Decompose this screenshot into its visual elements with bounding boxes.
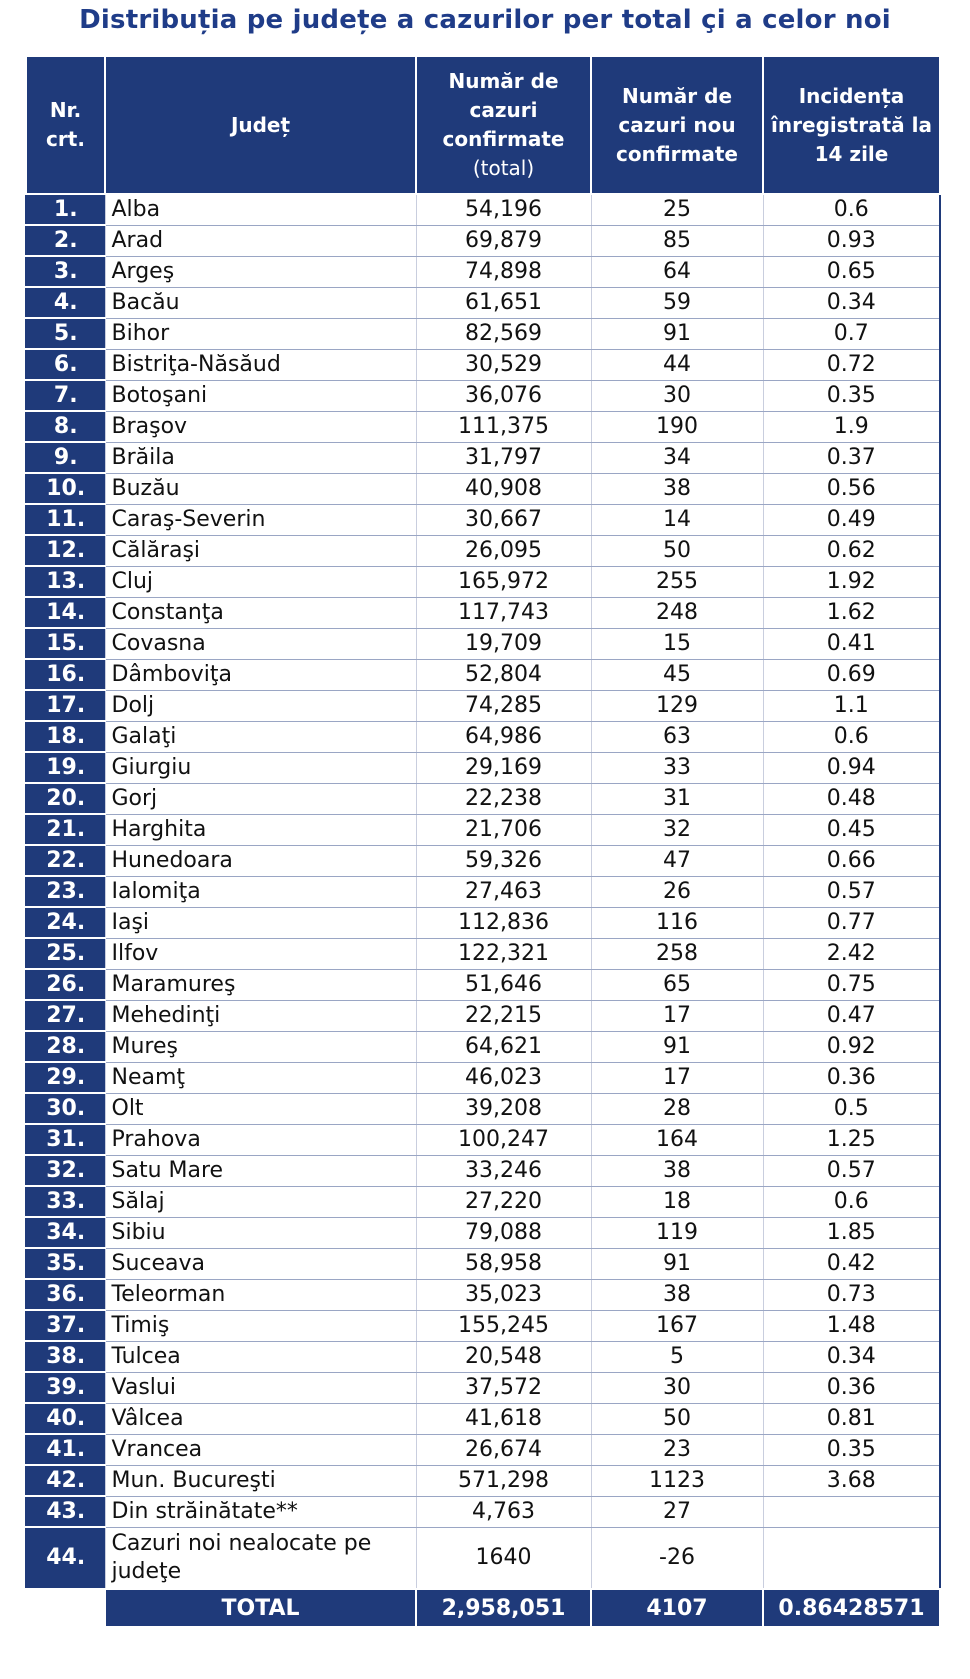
new-cases: 30 [591, 1372, 763, 1403]
total-row [26, 1589, 940, 1627]
table-row [26, 380, 940, 411]
incidence-value: 0.36 [763, 1062, 940, 1093]
total-cases: 33,246 [416, 1155, 591, 1186]
table-row [26, 1031, 940, 1062]
new-cases: 167 [591, 1310, 763, 1341]
county-name: Neamţ [105, 1062, 416, 1093]
new-cases: 15 [591, 628, 763, 659]
row-number: 43. [26, 1496, 105, 1527]
new-cases: 63 [591, 721, 763, 752]
new-cases: 85 [591, 225, 763, 256]
table-row [26, 752, 940, 783]
table-row [26, 225, 940, 256]
table-row [26, 1217, 940, 1248]
row-number: 19. [26, 752, 105, 783]
total-cases: 22,238 [416, 783, 591, 814]
new-cases: 190 [591, 411, 763, 442]
table-row [26, 876, 940, 907]
county-name: Sălaj [105, 1186, 416, 1217]
new-cases: 116 [591, 907, 763, 938]
incidence-value [763, 1496, 940, 1527]
row-number: 15. [26, 628, 105, 659]
row-number: 21. [26, 814, 105, 845]
table-row [26, 1124, 940, 1155]
row-number: 11. [26, 504, 105, 535]
total-new-sum: 4107 [591, 1589, 763, 1627]
table-row [26, 1465, 940, 1496]
row-number: 26. [26, 969, 105, 1000]
new-cases: 27 [591, 1496, 763, 1527]
incidence-value: 0.35 [763, 380, 940, 411]
row-number: 29. [26, 1062, 105, 1093]
row-number: 38. [26, 1341, 105, 1372]
county-name: Mureş [105, 1031, 416, 1062]
table-header [26, 56, 940, 194]
table-row [26, 1093, 940, 1124]
table-body [26, 194, 940, 1589]
new-cases: 255 [591, 566, 763, 597]
table-row [26, 907, 940, 938]
new-cases: 64 [591, 256, 763, 287]
new-cases: 31 [591, 783, 763, 814]
table-row [26, 1279, 940, 1310]
county-name: Buzău [105, 473, 416, 504]
row-number: 18. [26, 721, 105, 752]
total-cases: 36,076 [416, 380, 591, 411]
total-cases: 52,804 [416, 659, 591, 690]
incidence-value: 0.77 [763, 907, 940, 938]
total-cases: 29,169 [416, 752, 591, 783]
row-number: 2. [26, 225, 105, 256]
county-name: Bihor [105, 318, 416, 349]
new-cases: 50 [591, 1403, 763, 1434]
incidence-value: 0.66 [763, 845, 940, 876]
total-cases: 30,529 [416, 349, 591, 380]
total-cases: 74,285 [416, 690, 591, 721]
table-row [26, 287, 940, 318]
table-row [26, 442, 940, 473]
county-name: Iaşi [105, 907, 416, 938]
incidence-value: 0.57 [763, 1155, 940, 1186]
new-cases: 17 [591, 1062, 763, 1093]
new-cases: 30 [591, 380, 763, 411]
incidence-value: 1.48 [763, 1310, 940, 1341]
incidence-value: 0.35 [763, 1434, 940, 1465]
total-cases: 21,706 [416, 814, 591, 845]
table-row [26, 1527, 940, 1589]
table-row [26, 597, 940, 628]
new-cases: 129 [591, 690, 763, 721]
total-cases: 20,548 [416, 1341, 591, 1372]
table-row [26, 845, 940, 876]
total-cases: 117,743 [416, 597, 591, 628]
county-name: Mehedinţi [105, 1000, 416, 1031]
incidence-value: 0.94 [763, 752, 940, 783]
row-number: 37. [26, 1310, 105, 1341]
county-name: Bacău [105, 287, 416, 318]
county-name: Dâmboviţa [105, 659, 416, 690]
county-name: Bistriţa-Năsăud [105, 349, 416, 380]
incidence-value: 0.56 [763, 473, 940, 504]
row-number: 30. [26, 1093, 105, 1124]
incidence-value: 0.37 [763, 442, 940, 473]
total-cases: 31,797 [416, 442, 591, 473]
table-row [26, 1434, 940, 1465]
new-cases: 59 [591, 287, 763, 318]
incidence-value: 0.5 [763, 1093, 940, 1124]
row-number: 17. [26, 690, 105, 721]
row-number: 13. [26, 566, 105, 597]
row-number: 9. [26, 442, 105, 473]
total-cases: 41,618 [416, 1403, 591, 1434]
header-incidence: Incidența înregistrată la 14 zile [763, 56, 940, 194]
total-cases: 58,958 [416, 1248, 591, 1279]
incidence-value: 0.73 [763, 1279, 940, 1310]
county-name: Arad [105, 225, 416, 256]
incidence-value: 0.75 [763, 969, 940, 1000]
new-cases: 26 [591, 876, 763, 907]
county-name: Vâlcea [105, 1403, 416, 1434]
county-name: Cazuri noi nealocate pe judeţe [105, 1527, 416, 1589]
total-cases: 27,463 [416, 876, 591, 907]
row-number: 41. [26, 1434, 105, 1465]
incidence-value: 0.49 [763, 504, 940, 535]
new-cases: 33 [591, 752, 763, 783]
total-cases: 35,023 [416, 1279, 591, 1310]
row-number: 40. [26, 1403, 105, 1434]
total-cases: 37,572 [416, 1372, 591, 1403]
incidence-value: 0.34 [763, 1341, 940, 1372]
table-row [26, 814, 940, 845]
row-number: 10. [26, 473, 105, 504]
county-name: Sibiu [105, 1217, 416, 1248]
incidence-value: 0.81 [763, 1403, 940, 1434]
table-row [26, 938, 940, 969]
incidence-value: 0.42 [763, 1248, 940, 1279]
cases-by-county-table [25, 55, 941, 1628]
new-cases: 18 [591, 1186, 763, 1217]
row-number: 22. [26, 845, 105, 876]
incidence-value: 1.25 [763, 1124, 940, 1155]
total-cases: 4,763 [416, 1496, 591, 1527]
total-row-spacer [26, 1589, 105, 1627]
row-number: 35. [26, 1248, 105, 1279]
row-number: 33. [26, 1186, 105, 1217]
total-cases: 46,023 [416, 1062, 591, 1093]
header-judet: Județ [105, 56, 416, 194]
row-number: 27. [26, 1000, 105, 1031]
county-name: Ialomiţa [105, 876, 416, 907]
county-name: Covasna [105, 628, 416, 659]
county-name: Din străinătate** [105, 1496, 416, 1527]
row-number: 36. [26, 1279, 105, 1310]
incidence-value: 0.34 [763, 287, 940, 318]
total-incidence: 0.86428571 [763, 1589, 940, 1627]
county-name: Ilfov [105, 938, 416, 969]
county-name: Botoşani [105, 380, 416, 411]
row-number: 12. [26, 535, 105, 566]
county-name: Alba [105, 194, 416, 225]
table-row [26, 473, 940, 504]
header-total-cases [416, 56, 591, 194]
incidence-value: 0.6 [763, 721, 940, 752]
new-cases: 5 [591, 1341, 763, 1372]
total-cases: 165,972 [416, 566, 591, 597]
county-name: Argeş [105, 256, 416, 287]
table-row [26, 566, 940, 597]
county-name: Vrancea [105, 1434, 416, 1465]
row-number: 44. [26, 1527, 105, 1589]
incidence-value: 1.1 [763, 690, 940, 721]
total-cases: 82,569 [416, 318, 591, 349]
row-number: 23. [26, 876, 105, 907]
county-name: Prahova [105, 1124, 416, 1155]
table-row [26, 194, 940, 225]
incidence-value: 0.57 [763, 876, 940, 907]
incidence-value: 2.42 [763, 938, 940, 969]
row-number: 16. [26, 659, 105, 690]
new-cases: 91 [591, 1031, 763, 1062]
incidence-value: 0.72 [763, 349, 940, 380]
page-title: Distribuția pe județe a cazurilor per total çi a celor noi [79, 5, 891, 35]
incidence-value [763, 1527, 940, 1589]
header-new-cases: Număr de cazuri nou confirmate [591, 56, 763, 194]
county-name: Tulcea [105, 1341, 416, 1372]
incidence-value: 0.45 [763, 814, 940, 845]
table-row [26, 349, 940, 380]
new-cases: 38 [591, 1155, 763, 1186]
county-name: Călăraşi [105, 535, 416, 566]
county-name: Mun. Bucureşti [105, 1465, 416, 1496]
total-cases: 54,196 [416, 194, 591, 225]
row-number: 7. [26, 380, 105, 411]
county-name: Vaslui [105, 1372, 416, 1403]
table-row [26, 1155, 940, 1186]
total-cases: 111,375 [416, 411, 591, 442]
county-name: Teleorman [105, 1279, 416, 1310]
total-cases: 40,908 [416, 473, 591, 504]
header-total-cases-label: Număr de cazuri confirmate [442, 69, 565, 151]
total-cases: 74,898 [416, 256, 591, 287]
new-cases: 44 [591, 349, 763, 380]
table-row [26, 1372, 940, 1403]
new-cases: 38 [591, 473, 763, 504]
total-cases: 26,095 [416, 535, 591, 566]
table-row [26, 318, 940, 349]
new-cases: 91 [591, 1248, 763, 1279]
table-row [26, 659, 940, 690]
total-cases: 571,298 [416, 1465, 591, 1496]
new-cases: 50 [591, 535, 763, 566]
row-number: 5. [26, 318, 105, 349]
table-row [26, 256, 940, 287]
incidence-value: 3.68 [763, 1465, 940, 1496]
total-cases: 30,667 [416, 504, 591, 535]
total-cases: 19,709 [416, 628, 591, 659]
row-number: 32. [26, 1155, 105, 1186]
total-cases: 112,836 [416, 907, 591, 938]
incidence-value: 0.6 [763, 194, 940, 225]
table-row [26, 1496, 940, 1527]
row-number: 14. [26, 597, 105, 628]
incidence-value: 0.93 [763, 225, 940, 256]
incidence-value: 0.7 [763, 318, 940, 349]
incidence-value: 0.36 [763, 1372, 940, 1403]
total-cases: 59,326 [416, 845, 591, 876]
incidence-value: 0.65 [763, 256, 940, 287]
table-row [26, 783, 940, 814]
incidence-value: 0.47 [763, 1000, 940, 1031]
new-cases: 17 [591, 1000, 763, 1031]
row-number: 28. [26, 1031, 105, 1062]
row-number: 1. [26, 194, 105, 225]
county-name: Brăila [105, 442, 416, 473]
total-cases: 79,088 [416, 1217, 591, 1248]
total-cases: 100,247 [416, 1124, 591, 1155]
county-name: Constanţa [105, 597, 416, 628]
new-cases: 23 [591, 1434, 763, 1465]
table-footer [26, 1589, 940, 1627]
new-cases: 1123 [591, 1465, 763, 1496]
new-cases: 32 [591, 814, 763, 845]
new-cases: 47 [591, 845, 763, 876]
table-row [26, 690, 940, 721]
total-cases: 26,674 [416, 1434, 591, 1465]
row-number: 3. [26, 256, 105, 287]
incidence-value: 1.9 [763, 411, 940, 442]
incidence-value: 0.69 [763, 659, 940, 690]
county-name: Satu Mare [105, 1155, 416, 1186]
county-name: Maramureş [105, 969, 416, 1000]
table-row [26, 1186, 940, 1217]
table-row [26, 411, 940, 442]
row-number: 42. [26, 1465, 105, 1496]
incidence-value: 1.85 [763, 1217, 940, 1248]
total-cases: 1640 [416, 1527, 591, 1589]
table-row [26, 721, 940, 752]
total-cases: 64,621 [416, 1031, 591, 1062]
county-name: Hunedoara [105, 845, 416, 876]
row-number: 24. [26, 907, 105, 938]
new-cases: 65 [591, 969, 763, 1000]
incidence-value: 0.62 [763, 535, 940, 566]
incidence-value: 0.41 [763, 628, 940, 659]
table-row [26, 1000, 940, 1031]
row-number: 39. [26, 1372, 105, 1403]
total-cases: 64,986 [416, 721, 591, 752]
total-cases: 122,321 [416, 938, 591, 969]
county-name: Giurgiu [105, 752, 416, 783]
new-cases: 248 [591, 597, 763, 628]
new-cases: 91 [591, 318, 763, 349]
total-cases: 27,220 [416, 1186, 591, 1217]
new-cases: 258 [591, 938, 763, 969]
county-name: Gorj [105, 783, 416, 814]
county-name: Harghita [105, 814, 416, 845]
new-cases: 164 [591, 1124, 763, 1155]
county-name: Cluj [105, 566, 416, 597]
table-row [26, 628, 940, 659]
table-row [26, 1310, 940, 1341]
total-label: TOTAL [105, 1589, 416, 1627]
new-cases: 25 [591, 194, 763, 225]
total-cases: 69,879 [416, 225, 591, 256]
county-name: Olt [105, 1093, 416, 1124]
county-name: Dolj [105, 690, 416, 721]
row-number: 31. [26, 1124, 105, 1155]
new-cases: -26 [591, 1527, 763, 1589]
total-cases-sum: 2,958,051 [416, 1589, 591, 1627]
new-cases: 34 [591, 442, 763, 473]
table-row [26, 1341, 940, 1372]
incidence-value: 0.6 [763, 1186, 940, 1217]
total-cases: 22,215 [416, 1000, 591, 1031]
incidence-value: 0.92 [763, 1031, 940, 1062]
table-row [26, 504, 940, 535]
table-row [26, 1062, 940, 1093]
incidence-value: 1.92 [763, 566, 940, 597]
new-cases: 14 [591, 504, 763, 535]
total-cases: 61,651 [416, 287, 591, 318]
incidence-value: 1.62 [763, 597, 940, 628]
row-number: 6. [26, 349, 105, 380]
new-cases: 45 [591, 659, 763, 690]
county-name: Braşov [105, 411, 416, 442]
header-total-cases-sub: (total) [472, 156, 535, 180]
new-cases: 38 [591, 1279, 763, 1310]
row-number: 8. [26, 411, 105, 442]
county-name: Galaţi [105, 721, 416, 752]
row-number: 25. [26, 938, 105, 969]
row-number: 20. [26, 783, 105, 814]
table-row [26, 535, 940, 566]
table-row [26, 1403, 940, 1434]
total-cases: 51,646 [416, 969, 591, 1000]
row-number: 4. [26, 287, 105, 318]
county-name: Caraş-Severin [105, 504, 416, 535]
new-cases: 119 [591, 1217, 763, 1248]
total-cases: 39,208 [416, 1093, 591, 1124]
county-name: Suceava [105, 1248, 416, 1279]
table-row [26, 969, 940, 1000]
total-cases: 155,245 [416, 1310, 591, 1341]
new-cases: 28 [591, 1093, 763, 1124]
header-nr: Nr. crt. [26, 56, 105, 194]
county-name: Timiş [105, 1310, 416, 1341]
incidence-value: 0.48 [763, 783, 940, 814]
row-number: 34. [26, 1217, 105, 1248]
table-row [26, 1248, 940, 1279]
